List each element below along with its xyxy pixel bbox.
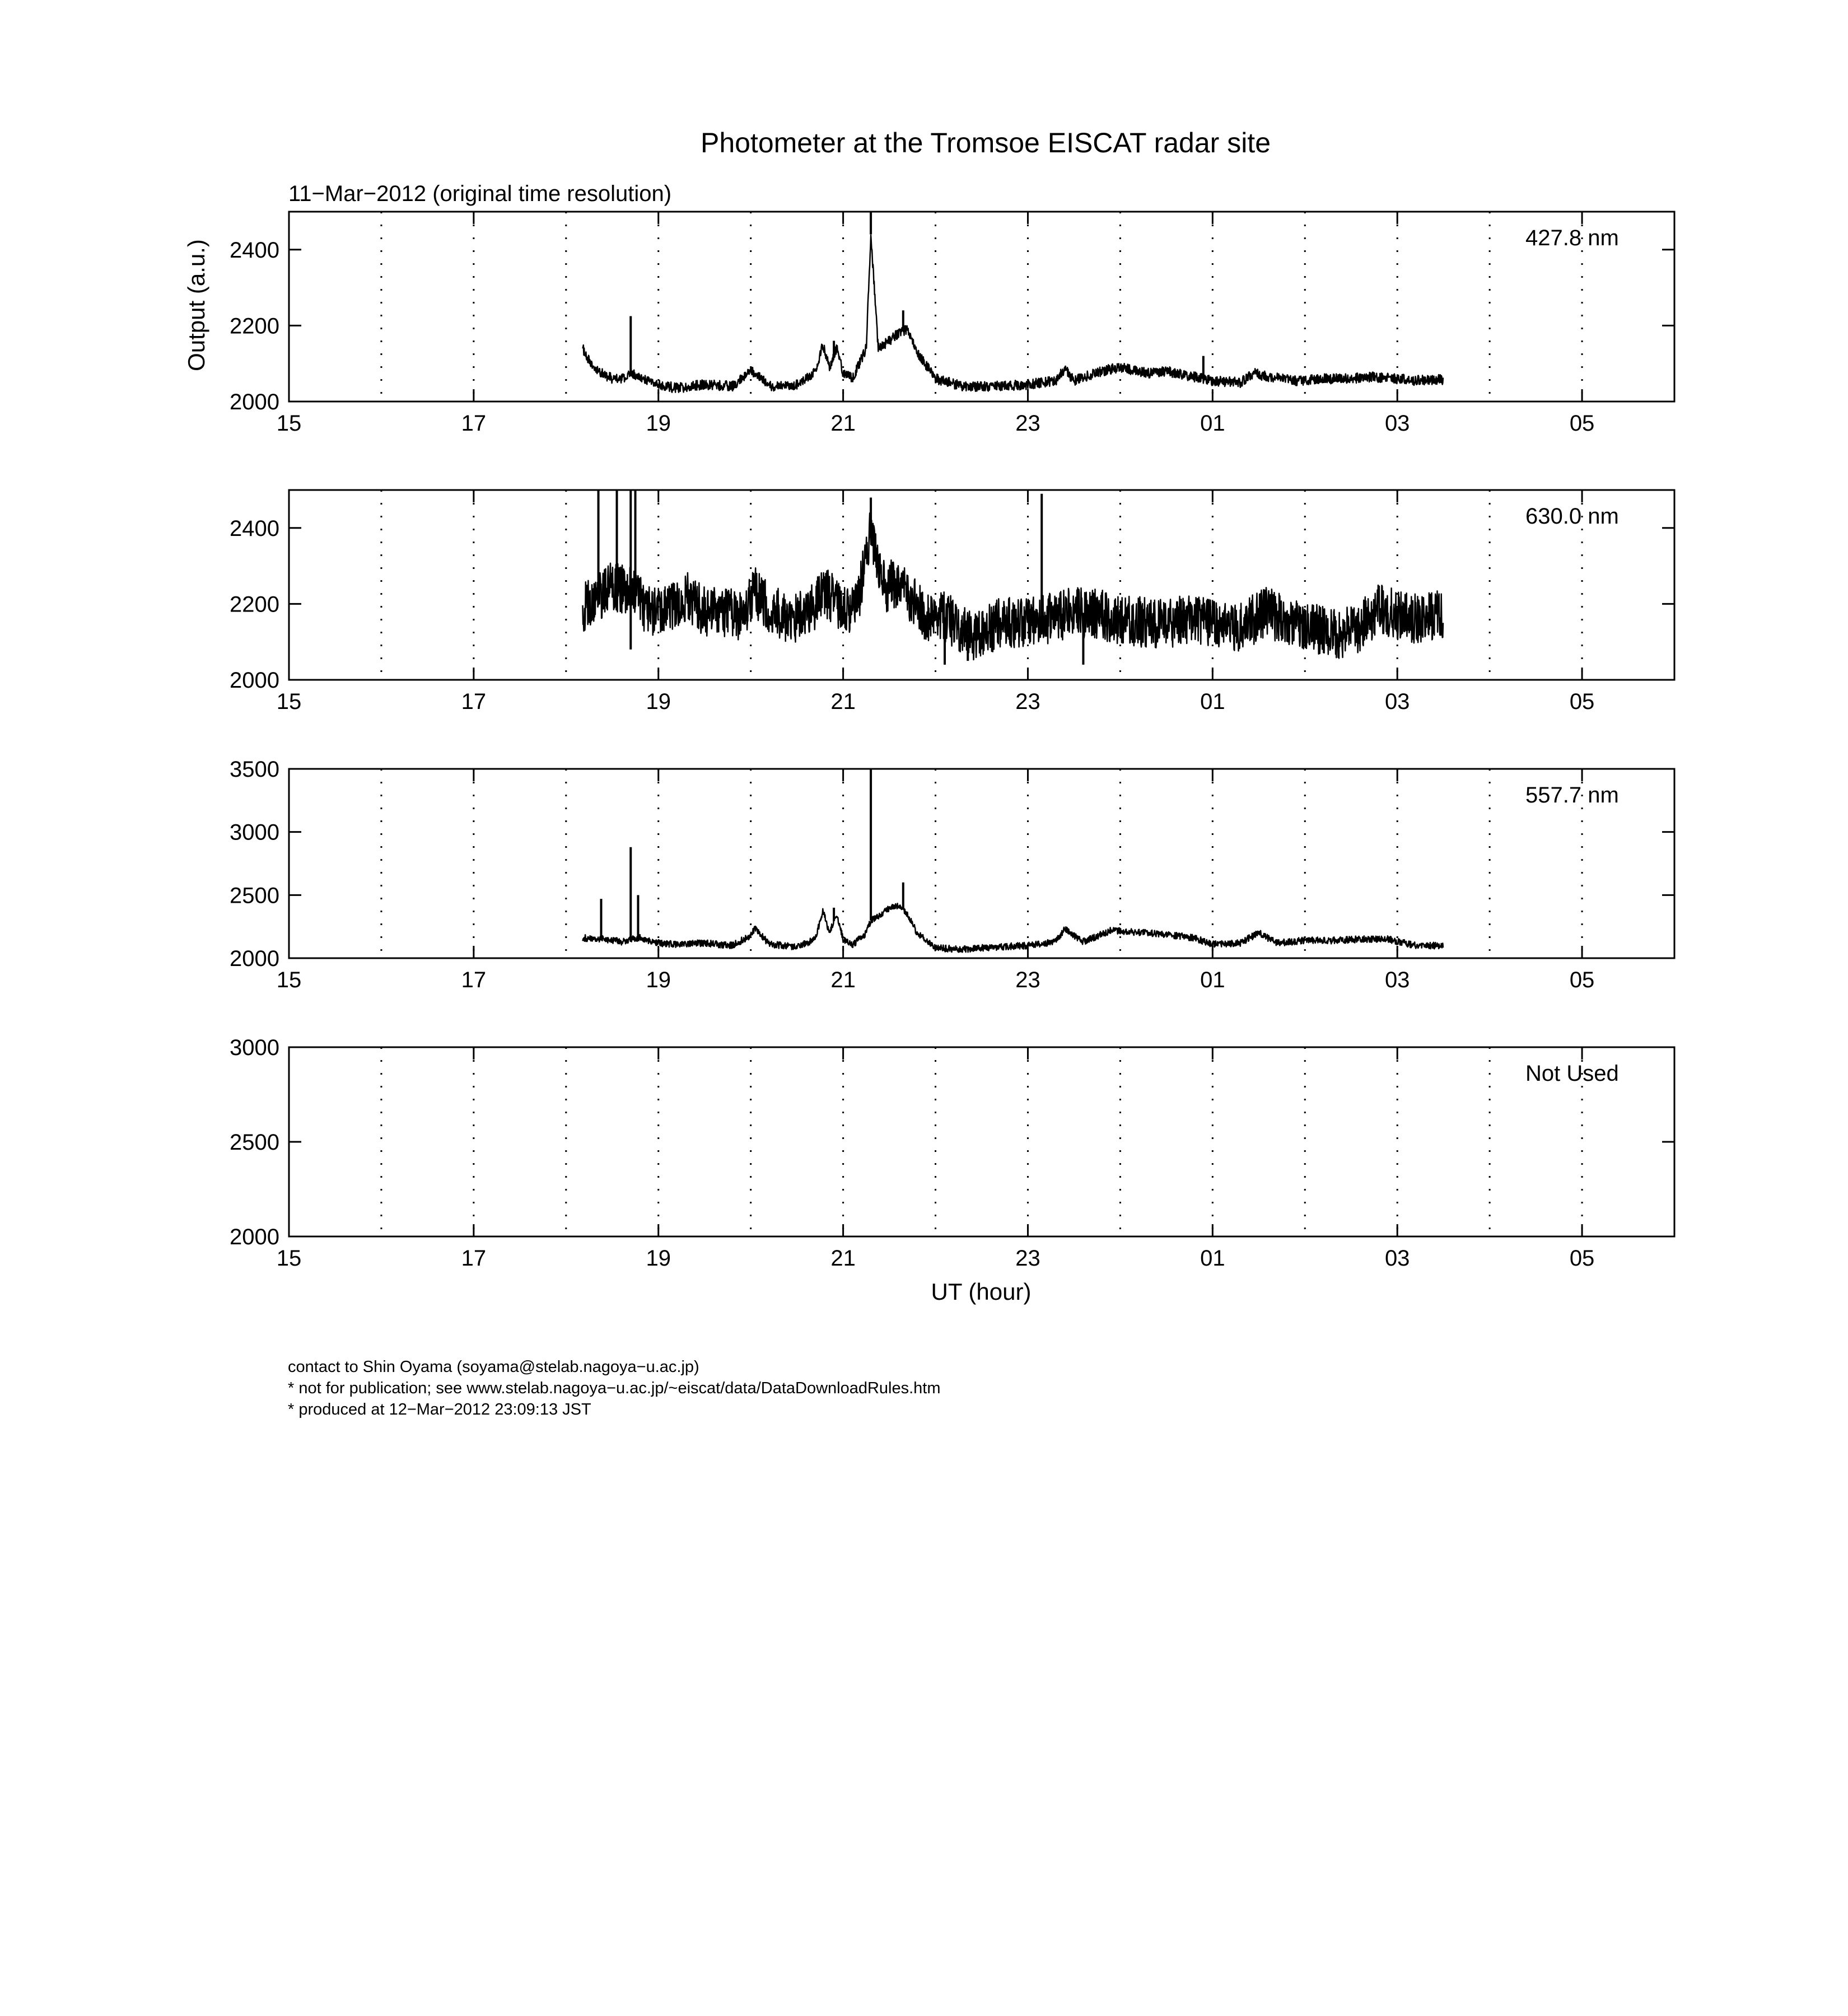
x-tick-label: 03 bbox=[1384, 968, 1410, 992]
x-tick-label: 15 bbox=[276, 689, 302, 714]
x-tick-label: 17 bbox=[461, 689, 487, 714]
chart-panel bbox=[230, 490, 1674, 714]
channel-label: 427.8 nm bbox=[1525, 226, 1619, 250]
y-tick-label: 2000 bbox=[230, 1225, 279, 1249]
y-tick-label: 3500 bbox=[230, 757, 279, 782]
axes-frame bbox=[289, 490, 1674, 680]
y-tick-label: 2000 bbox=[230, 946, 279, 971]
axes-frame bbox=[289, 212, 1674, 402]
x-tick-label: 01 bbox=[1200, 1246, 1225, 1271]
y-tick-label: 3000 bbox=[230, 1035, 279, 1060]
x-tick-label: 21 bbox=[830, 411, 856, 436]
figure-subtitle: 11−Mar−2012 (original time resolution) bbox=[288, 181, 672, 206]
x-tick-label: 17 bbox=[461, 411, 487, 436]
x-tick-label: 19 bbox=[646, 411, 671, 436]
footer-line: * not for publication; see www.stelab.nagoya−u.ac.jp/~eiscat/data/DataDownloadRules.htm bbox=[288, 1379, 941, 1397]
axes-frame bbox=[289, 1047, 1674, 1236]
y-tick-label: 2500 bbox=[230, 1130, 279, 1155]
x-tick-label: 19 bbox=[646, 689, 671, 714]
chart-panel bbox=[230, 757, 1674, 992]
y-tick-label: 2500 bbox=[230, 883, 279, 908]
channel-label: 630.0 nm bbox=[1525, 504, 1619, 529]
x-tick-label: 05 bbox=[1569, 1246, 1595, 1271]
y-tick-label: 2200 bbox=[230, 314, 279, 339]
y-tick-label: 3000 bbox=[230, 820, 279, 845]
x-tick-label: 15 bbox=[276, 411, 302, 436]
channel-label: 557.7 nm bbox=[1525, 783, 1619, 808]
chart-panel bbox=[230, 212, 1674, 436]
x-tick-label: 15 bbox=[276, 1246, 302, 1271]
footer-line: contact to Shin Oyama (soyama@stelab.nagoya−u.ac.jp) bbox=[288, 1358, 699, 1376]
x-tick-label: 15 bbox=[276, 968, 302, 992]
x-tick-label: 03 bbox=[1384, 689, 1410, 714]
x-tick-label: 03 bbox=[1384, 411, 1410, 436]
y-tick-label: 2000 bbox=[230, 390, 279, 414]
chart-panels bbox=[230, 212, 1674, 1271]
x-tick-label: 05 bbox=[1569, 411, 1595, 436]
x-tick-label: 21 bbox=[830, 689, 856, 714]
y-tick-label: 2200 bbox=[230, 592, 279, 617]
x-tick-label: 23 bbox=[1015, 689, 1040, 714]
y-tick-label: 2400 bbox=[230, 516, 279, 541]
y-tick-label: 2400 bbox=[230, 237, 279, 263]
y-tick-label: 2000 bbox=[230, 668, 279, 693]
x-tick-label: 21 bbox=[830, 968, 856, 992]
figure-title: Photometer at the Tromsoe EISCAT radar site bbox=[700, 127, 1271, 158]
x-tick-label: 01 bbox=[1200, 968, 1225, 992]
channel-label: Not Used bbox=[1525, 1061, 1619, 1086]
x-tick-label: 23 bbox=[1015, 968, 1040, 992]
x-axis-label: UT (hour) bbox=[931, 1278, 1032, 1305]
x-tick-label: 05 bbox=[1569, 968, 1595, 992]
x-tick-label: 21 bbox=[830, 1246, 856, 1271]
x-tick-label: 23 bbox=[1015, 411, 1040, 436]
x-tick-label: 19 bbox=[646, 968, 671, 992]
x-tick-label: 03 bbox=[1384, 1246, 1410, 1271]
series-line bbox=[583, 513, 1444, 660]
chart-panel bbox=[230, 1035, 1674, 1271]
x-tick-label: 01 bbox=[1200, 411, 1225, 436]
x-tick-label: 19 bbox=[646, 1246, 671, 1271]
x-tick-label: 01 bbox=[1200, 689, 1225, 714]
x-tick-label: 17 bbox=[461, 968, 487, 992]
series-line bbox=[583, 235, 1444, 392]
series-line bbox=[583, 903, 1444, 952]
y-axis-label: Output (a.u.) bbox=[183, 239, 209, 371]
axes-frame bbox=[289, 769, 1674, 958]
footer-line: * produced at 12−Mar−2012 23:09:13 JST bbox=[288, 1401, 591, 1418]
x-tick-label: 23 bbox=[1015, 1246, 1040, 1271]
x-tick-label: 05 bbox=[1569, 689, 1595, 714]
x-tick-label: 17 bbox=[461, 1246, 487, 1271]
